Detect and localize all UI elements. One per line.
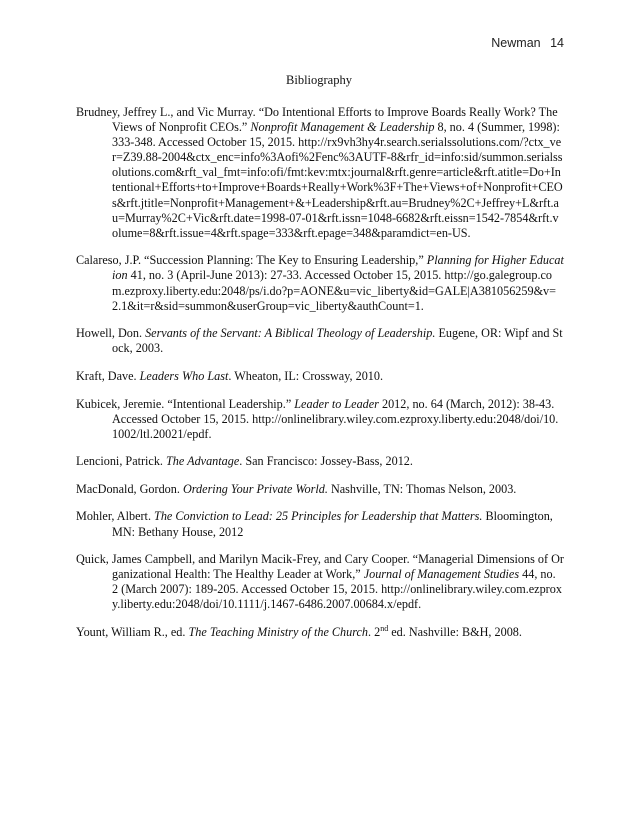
entry-details: . Wheaton, IL: Crossway, 2010.	[228, 368, 384, 383]
entry-book-title: Leaders Who Last	[139, 368, 229, 383]
bibliography-entry	[76, 105, 564, 241]
bibliography-entry	[76, 397, 564, 442]
bibliography-entry	[76, 326, 564, 356]
entry-article-title: “Managerial Dimensions of Organizational Health: The Healthy Leader at Work,”	[112, 552, 564, 582]
entry-details: Eugene, OR: Wipf and Stock, 2003.	[112, 326, 563, 356]
entry-book-title: The Teaching Ministry of the Church	[188, 625, 369, 640]
header-author: Newman	[491, 36, 541, 50]
entry-details: 41, no. 3 (April-June 2013): 27-33. Accessed October 15, 2015. http://go.galegroup.com.ezproxy.liberty.edu:2048/ps/i.do?p=AONE&u=vic_liberty&id=GALE|A381056259&v=2.1&it=r&sid=summon&userGroup=vic_liberty&authCount=1.	[112, 268, 557, 313]
bibliography-entry	[76, 509, 564, 539]
bibliography-entry	[76, 454, 564, 469]
entry-authors: Howell, Don.	[76, 326, 143, 341]
entry-details: Bloomington, MN: Bethany House, 2012	[112, 509, 553, 539]
entry-authors: Yount, William R., ed.	[76, 625, 186, 640]
entry-details: 2012, no. 64 (March, 2012): 38-43. Accessed October 15, 2015. http://onlinelibrary.wiley.com.ezproxy.liberty.edu:2048/doi/10.1002/ltl.20021/epdf.	[112, 396, 559, 441]
page-header	[491, 36, 564, 50]
entry-authors: Calareso, J.P.	[76, 253, 141, 268]
entry-article-title: “Intentional Leadership.”	[167, 396, 292, 411]
entry-book-title: The Advantage	[166, 454, 240, 469]
entry-book-title: Servants of the Servant: A Biblical Theology of Leadership.	[145, 326, 436, 341]
page-title: Bibliography	[286, 73, 352, 87]
entry-details: 44, no. 2 (March 2007): 189-205. Accessed October 15, 2015. http://onlinelibrary.wiley.com.ezproxy.liberty.edu:2048/doi/10.1111/j.1467-6486.2007.00684.x/epdf.	[112, 567, 562, 612]
entry-details: . San Francisco: Jossey-Bass, 2012.	[239, 454, 413, 469]
bibliography-entry	[76, 625, 564, 640]
entry-article-title: “Do Intentional Efforts to Improve Boards Really Work? The Views of Nonprofit CEOs.”	[112, 105, 558, 135]
entry-authors: Brudney, Jeffrey L., and Vic Murray.	[76, 105, 256, 119]
entry-journal-title: Leader to Leader	[294, 396, 379, 411]
entry-book-title: The Conviction to Lead: 25 Principles for Leadership that Matters.	[154, 509, 483, 524]
entry-edition: . 2	[368, 625, 381, 640]
entry-details: ed. Nashville: B&H, 2008.	[391, 625, 522, 640]
entry-journal-title: Nonprofit Management & Leadership	[250, 120, 435, 135]
entry-journal-title: Journal of Management Studies	[363, 567, 520, 582]
entry-authors: Quick, James Campbell, and Marilyn Macik-Frey, and Cary Cooper.	[76, 552, 410, 567]
page-number: 14	[550, 36, 564, 50]
entry-edition-superscript: nd	[380, 623, 389, 633]
entry-book-title: Ordering Your Private World.	[182, 481, 328, 496]
bibliography-entry	[76, 369, 564, 384]
bibliography-entry	[76, 552, 564, 612]
bibliography-entry	[76, 482, 564, 497]
entry-details: Nashville, TN: Thomas Nelson, 2003.	[330, 481, 517, 496]
entry-authors: Mohler, Albert.	[76, 509, 151, 524]
bibliography-entry	[76, 253, 564, 313]
entry-authors: Kubicek, Jeremie.	[76, 396, 165, 411]
entry-article-title: “Succession Planning: The Key to Ensuring Leadership,”	[144, 253, 424, 268]
entry-details: 8, no. 4 (Summer, 1998): 333-348. Accessed October 15, 2015. http://rx9vh3hy4r.search.serialssolutions.com/?ctx_ver=Z39.88-2004&ctx_enc=info%3Aofi%2Fenc%3AUTF-8&rfr_id=info:sid/summon.serialssolutions.com&rft_val_fmt=info:ofi/fmt:kev:mtx:journal&rft.genre=article&rft.atitle=Do+Intentional+Efforts+to+Improve+Boards+Really+Work%3F+The+Views+of+Nonprofit+CEOs&rft.jtitle=Nonprofit+Management+&+Leadership&rft.au=Brudney%2C+Jeffrey+L&rft.au=Murray%2C+Vic&rft.date=1998-07-01&rft.issn=1048-6682&rft.eissn=1542-7854&rft.volume=8&rft.issue=4&rft.spage=333&rft.epage=348&paramdict=en-US.	[112, 120, 563, 240]
entry-authors: Lencioni, Patrick.	[76, 454, 163, 469]
entry-authors: Kraft, Dave.	[76, 368, 137, 383]
entry-journal-title: Planning for Higher Education	[112, 253, 564, 283]
bibliography-list	[76, 105, 564, 653]
entry-authors: MacDonald, Gordon.	[76, 481, 180, 496]
